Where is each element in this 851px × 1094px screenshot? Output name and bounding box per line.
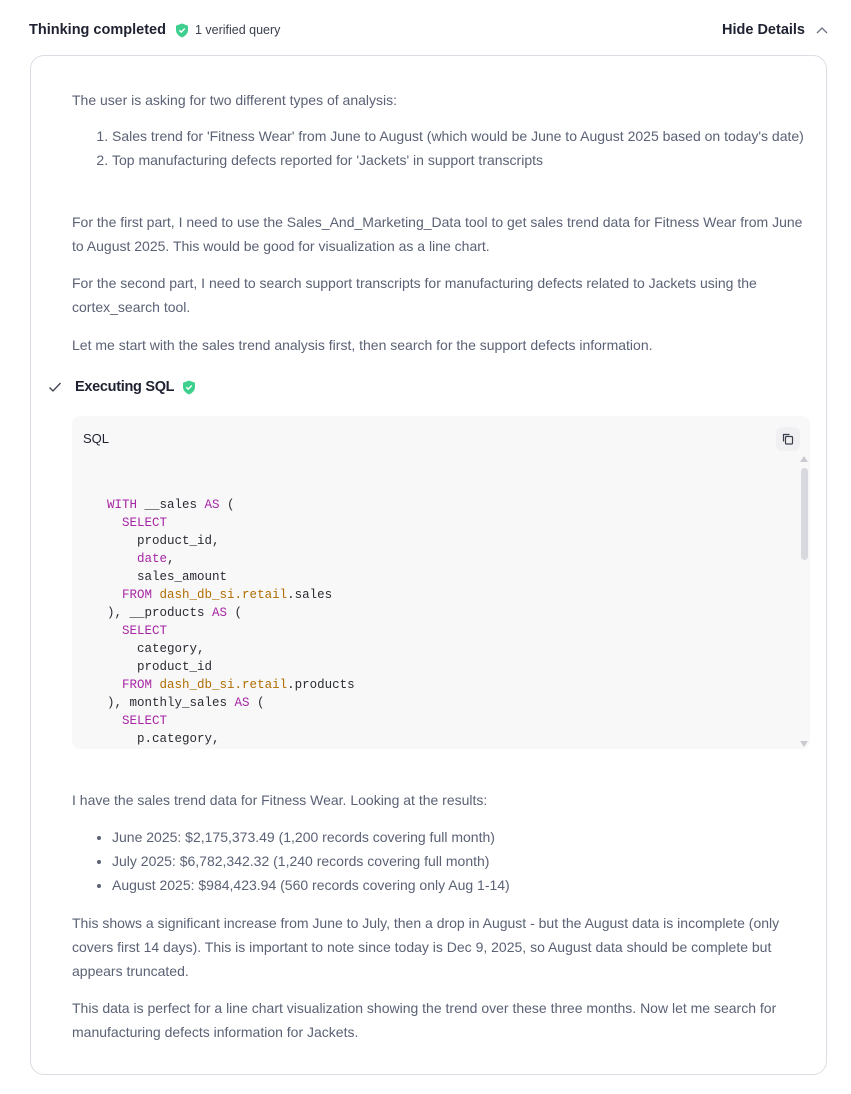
code-token: .sales xyxy=(287,588,333,602)
code-line xyxy=(107,496,355,514)
code-token: category, xyxy=(107,642,205,656)
list-item: 2. Top manufacturing defects reported for 'Jackets' in support transcripts xyxy=(112,148,817,172)
code-token xyxy=(152,588,160,602)
step-label: Executing SQL xyxy=(75,379,175,395)
code-token xyxy=(107,678,122,692)
code-keyword: FROM xyxy=(122,588,153,602)
code-token xyxy=(107,516,122,530)
verified-query-count: 1 verified query xyxy=(194,23,281,37)
analysis-list xyxy=(72,124,817,172)
code-token xyxy=(152,678,160,692)
code-line xyxy=(107,640,355,658)
scroll-down-arrow-icon[interactable] xyxy=(800,741,808,747)
code-keyword: FROM xyxy=(122,678,153,692)
thinking-paragraph: For the second part, I need to search support transcripts for manufacturing defects related to Jackets using the cortex_search tool. xyxy=(72,275,757,315)
code-line xyxy=(107,622,355,640)
code-token xyxy=(107,714,122,728)
check-icon xyxy=(48,381,62,393)
hide-details-button[interactable] xyxy=(722,22,829,38)
scrollbar-thumb[interactable] xyxy=(801,468,808,560)
code-line xyxy=(107,514,355,532)
scroll-up-arrow-icon[interactable] xyxy=(800,456,808,462)
code-token: __sales xyxy=(137,498,205,512)
code-keyword: SELECT xyxy=(122,624,168,638)
chevron-up-icon xyxy=(815,25,829,35)
result-paragraph: This shows a significant increase from June to July, then a drop in August - but the August data is incomplete (only covers first 14 days). This is important to note since today is Dec 9, 2025, so August data should be complete but appears truncated. xyxy=(72,915,780,979)
thinking-paragraph: For the first part, I need to use the Sales_And_Marketing_Data tool to get sales trend data for Fitness Wear from June to August 2025. This would be good for visualization as a line chart. xyxy=(72,214,803,254)
code-language-label: SQL xyxy=(83,431,110,446)
result-paragraph: This data is perfect for a line chart visualization showing the trend over these three months. Now let me search for manufacturing defects information for Jackets. xyxy=(72,1000,777,1040)
code-keyword: AS xyxy=(234,696,250,710)
code-keyword: SELECT xyxy=(122,516,168,530)
list-item: • June 2025: $2,175,373.49 (1,200 records covering full month) xyxy=(112,825,817,849)
code-line xyxy=(107,694,355,712)
code-token: ), monthly_sales xyxy=(107,696,235,710)
code-line xyxy=(107,730,355,748)
list-item: • August 2025: $984,423.94 (560 records covering only Aug 1-14) xyxy=(112,873,817,897)
code-token: product_id, xyxy=(107,534,220,548)
code-keyword: AS xyxy=(204,498,220,512)
sql-code xyxy=(107,496,355,748)
copy-icon xyxy=(782,433,794,445)
code-line xyxy=(107,568,355,586)
code-line xyxy=(107,604,355,622)
verified-shield-icon xyxy=(175,23,189,38)
code-token: product_id xyxy=(107,660,213,674)
code-line xyxy=(107,658,355,676)
code-keyword: WITH xyxy=(107,498,138,512)
code-token: ( xyxy=(227,606,243,620)
copy-code-button[interactable] xyxy=(776,427,800,451)
step-executing-sql[interactable] xyxy=(48,379,202,395)
code-token: sales_amount xyxy=(107,570,228,584)
code-token: .products xyxy=(287,678,355,692)
code-token xyxy=(107,624,122,638)
code-token: ( xyxy=(219,498,235,512)
code-scrollbar[interactable] xyxy=(798,454,810,749)
thinking-intro: The user is asking for two different types of analysis: xyxy=(72,92,398,108)
sql-code-block xyxy=(72,416,810,749)
hide-details-label: Hide Details xyxy=(722,22,805,38)
code-token xyxy=(107,588,122,602)
code-keyword: date xyxy=(137,552,168,566)
code-keyword: AS xyxy=(212,606,228,620)
monthly-sales-list xyxy=(72,825,817,897)
list-item: 1. Sales trend for 'Fitness Wear' from June to August (which would be June to August 2025 based on today's date) xyxy=(112,124,817,148)
verified-shield-icon xyxy=(182,380,196,395)
code-schema: dash_db_si.retail xyxy=(159,588,288,602)
thinking-paragraph: Let me start with the sales trend analysis first, then search for the support defects information. xyxy=(72,337,653,353)
code-line xyxy=(107,712,355,730)
code-token xyxy=(107,552,137,566)
code-line xyxy=(107,586,355,604)
code-line xyxy=(107,550,355,568)
code-token: , xyxy=(167,552,175,566)
thinking-status-title: Thinking completed xyxy=(29,22,166,38)
list-item: • July 2025: $6,782,342.32 (1,240 records covering full month) xyxy=(112,849,817,873)
code-token: ( xyxy=(249,696,265,710)
result-intro: I have the sales trend data for Fitness Wear. Looking at the results: xyxy=(72,792,488,808)
code-token: ), __products xyxy=(107,606,213,620)
code-line xyxy=(107,532,355,550)
thinking-header xyxy=(29,19,829,41)
code-schema: dash_db_si.retail xyxy=(159,678,288,692)
code-token: p.category, xyxy=(107,732,220,746)
code-keyword: SELECT xyxy=(122,714,168,728)
code-line xyxy=(107,676,355,694)
